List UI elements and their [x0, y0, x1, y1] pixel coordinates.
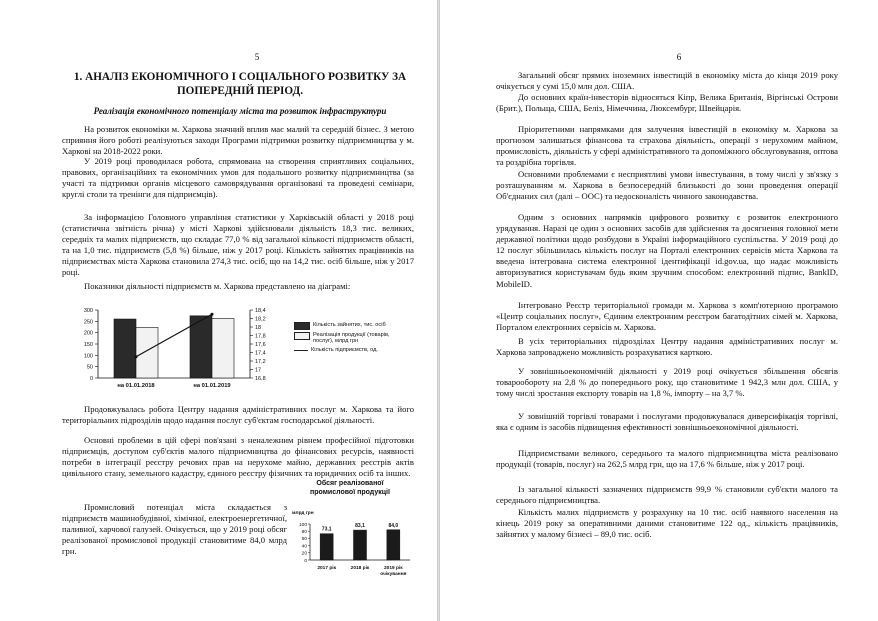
y-tick-label: 0	[304, 558, 307, 564]
legend-label: Кількість зайнятих, тис. осіб	[313, 322, 386, 328]
paragraph: За інформацією Головного управління статистики у Харківській області у 2018 році (статистична звітність річна) у місті Харкові здійснювали діяльність 18,3 тис. великих, середніх та малих підприємств, що складає 77,0 % від загальної кількості підприємств області, та на 1,0 тис. підприємств (5,8 %) більше, ніж у 2017 році. Кількість зайнятих працівників на підприємствах міста Харкова становила 274,3 тис. осіб, що на 14,2 тис. осіб більше, ніж у 2017 році.	[62, 212, 414, 278]
paragraph: Інтегровано Реєстр територіальної громади м. Харкова з комп'ютерною програмою «Центр соціальних послуг», Єдиним електронним реєстром багатодітних сімей м. Харкова, Порталом електронних сервісів м. Харкова.	[496, 300, 838, 333]
y-tick-label-left: 100	[83, 353, 93, 360]
y-tick-label: 100	[298, 522, 307, 528]
left-page	[0, 0, 438, 621]
y-tick-label: 80	[301, 530, 307, 535]
right-page	[440, 0, 878, 621]
y-tick-label-right: 18,2	[255, 316, 266, 323]
paragraph: До основних країн-інвесторів відносяться Кіпр, Велика Британія, Віргінські Острови (Брит.), Польща, США, Беліз, Німеччина, Люксембург, Швейцарія.	[496, 92, 838, 114]
legend-item	[294, 347, 409, 353]
x-tick-label: 2017 рік	[317, 566, 337, 571]
paragraph: Загальний обсяг прямих іноземних інвестицій в економіку міста до кінця 2019 року очікується у сумі 15,0 млн дол. США.	[496, 70, 838, 92]
data-label: 84,0	[388, 522, 399, 529]
legend-item	[294, 322, 409, 330]
legend-label: Кількість підприємств, од.	[311, 346, 378, 353]
y-tick-label-left: 0	[89, 376, 93, 382]
y-tick-label: 60	[301, 537, 307, 543]
data-label: 83,1	[355, 523, 365, 530]
industrial-output-plot	[292, 506, 412, 586]
y-tick-label-left: 150	[83, 342, 93, 348]
section-subtitle: Реалізація економічного потенціалу міста та розвиток інфраструктури	[93, 106, 387, 116]
paragraph: У зовнішній торгівлі товарами і послугами продовжувалася диверсифікація торгівлі, яка є одним із засобів підвищення ефективності зовнішньоекономічної діяльності.	[496, 411, 838, 433]
y-tick-label-right: 18	[255, 325, 262, 331]
legend-swatch	[294, 322, 310, 330]
paragraph: Показники діяльності підприємств м. Харкова представлено на діаграмі:	[84, 281, 351, 291]
paragraph: Кількість малих підприємств у розрахунку на 10 тис. осіб наявного населення на кінець 2019 року за оперативними даними становитиме 122 од., кількість працівників, зайнятих у малому бізнесі – 89,0 тис. осіб.	[496, 507, 838, 540]
y-tick-label-right: 16,8	[255, 376, 266, 382]
paragraph: На розвиток економіки м. Харкова значний вплив має малий та середній бізнес. З метою сприяння його роботі реалізуються заходи Програми підтримки розвитку підприємництва у м. Харкові на 2018-2022 роки.	[62, 124, 414, 157]
bar-industrial-output	[387, 530, 400, 560]
y-tick-label-left: 200	[83, 330, 93, 337]
legend-swatch	[294, 332, 310, 340]
page-number: 6	[676, 52, 682, 62]
y-axis-label: млрд грн	[292, 511, 314, 516]
line-point	[135, 355, 138, 358]
y-tick-label: 40	[301, 544, 307, 550]
section-title: 1. АНАЛІЗ ЕКОНОМІЧНОГО І СОЦІАЛЬНОГО РОЗВИТКУ ЗА ПОПЕРЕДНІЙ ПЕРІОД.	[73, 71, 407, 97]
y-tick-label-right: 17	[255, 367, 262, 374]
paragraph: У зовнішньоекономічній діяльності у 2019 році очікується збільшення обсягів товарообороту на 2,8 % до попереднього року, що становитиме 1 942,3 млн дол. США, у тому числі зростання експорту товарів на 1,8 %, імпорту – на 3,7 %.	[496, 366, 838, 399]
y-tick-label-left: 250	[83, 319, 93, 326]
bar-sales	[136, 327, 158, 378]
enterprise-indicators-plot	[72, 302, 282, 392]
paragraph: Із загальної кількості зазначених підприємств 99,9 % становили суб'єкти малого та середнього підприємництва.	[496, 484, 838, 506]
paragraph: Пріоритетними напрямками для залучення інвестицій в економіку м. Харкова за прогнозом залишаться фінансова та страхова діяльність, операції з нерухомим майном, промисловість, діяльність у сфері адміністративного та допоміжного обслуговування, оптова та роздрібна торгівля.	[496, 124, 838, 168]
paragraph: Одним з основних напрямків цифрового розвитку є розвиток електронного урядування. Наразі це один з основних засобів для здійснення та досягнення головної мети державної політики щодо розбудови в Україні інформаційного суспільства. У 2019 році до 12 послуг збільшилась кількість послуг на Порталі електронних сервісів міста Харкова та введена інтегрована система електронної ідентифікації id.gov.ua, що надає можливість авторизуватися користувачам будь яким зручним способом: електронний підпис, BankID, MobileID.	[496, 212, 838, 289]
y-tick-label-right: 18,4	[255, 308, 266, 314]
x-tick-label-cont: очікування	[380, 572, 407, 577]
page-number: 5	[254, 52, 260, 62]
industrial-output-chart	[292, 506, 412, 586]
x-tick-label: на 01.01.2018	[117, 383, 155, 389]
bar-industrial-output	[354, 530, 367, 560]
chart-title: Обсяг реалізованої промислової продукції	[310, 480, 390, 496]
chart-legend	[294, 322, 409, 355]
x-tick-label: на 01.01.2019	[193, 383, 231, 389]
legend-item	[294, 332, 409, 345]
y-tick-label-left: 300	[83, 308, 93, 314]
y-tick-label-left: 50	[86, 364, 93, 371]
enterprise-indicators-chart	[72, 302, 412, 392]
line-point	[211, 313, 214, 316]
paragraph: Основними проблемами є несприятливі умови інвестування, в тому числі у зв'язку з розташуванням м. Харкова в безпосередній близькості до зони проведення операції Об'єднаних сил (далі – ООС) та недосконалість чинного законодавства.	[496, 169, 838, 202]
paragraph: У 2019 році проводилася робота, спрямована на створення сприятливих соціальних, правових, організаційних та економічних умов для подальшого розвитку підприємництва (за участі та підтримки органів місцевого самоврядування організовані та проведені семінари, круглі столи та тренінги для підприємців).	[62, 156, 414, 200]
legend-line	[294, 350, 308, 351]
y-tick-label-right: 17,8	[255, 333, 266, 340]
paragraph: В усіх територіальних підрозділах Центру надання адміністративних послуг м. Харкова запроваджено можливість розрахуватися карткою.	[496, 336, 838, 358]
paragraph: Продовжувалась робота Центру надання адміністративних послуг м. Харкова та його територіальних підрозділів щодо надання послуг суб'єктам господарської діяльності.	[62, 404, 414, 426]
y-tick-label-right: 17,4	[255, 350, 266, 357]
bar-employed	[114, 319, 136, 378]
bar-sales	[212, 319, 234, 379]
x-tick-label: 2019 рік	[383, 566, 403, 571]
data-label: 73,1	[321, 526, 332, 533]
paragraph: Промисловий потенціал міста складається з підприємств машинобудівної, хімічної, електроенергетичної, паливної, харчової галузей. Очікується, що у 2019 році обсяг реалізованої промислової продукції становитиме 84,0 млрд грн.	[62, 502, 287, 557]
paragraph: Підприємствами великого, середнього та малого підприємництва міста реалізовано продукції (товарів, послуг) на 262,5 млрд грн, що на 17,6 % більше, ніж у 2017 році.	[496, 448, 838, 470]
y-tick-label-right: 17,6	[255, 342, 266, 348]
y-tick-label: 20	[301, 551, 307, 557]
legend-label: Реалізація продукції (товарів, послуг), млрд грн	[313, 332, 390, 345]
x-tick-label: 2018 рік	[350, 566, 370, 571]
bar-industrial-output	[320, 534, 333, 560]
y-tick-label-right: 17,2	[255, 359, 266, 365]
paragraph: Основні проблеми в цій сфері пов'язані з неналежним рівнем професійної підготовки підприємців, доступом суб'єктів малого підприємництва до фінансових ресурсів, наявності потреби в інтеграції реєстру речових прав на нерухоме майно, державних реєстрів актів цивільного стану, земельного кадастру, єдиного реєстру фізичних та юридичних осіб та інших.	[62, 435, 414, 479]
